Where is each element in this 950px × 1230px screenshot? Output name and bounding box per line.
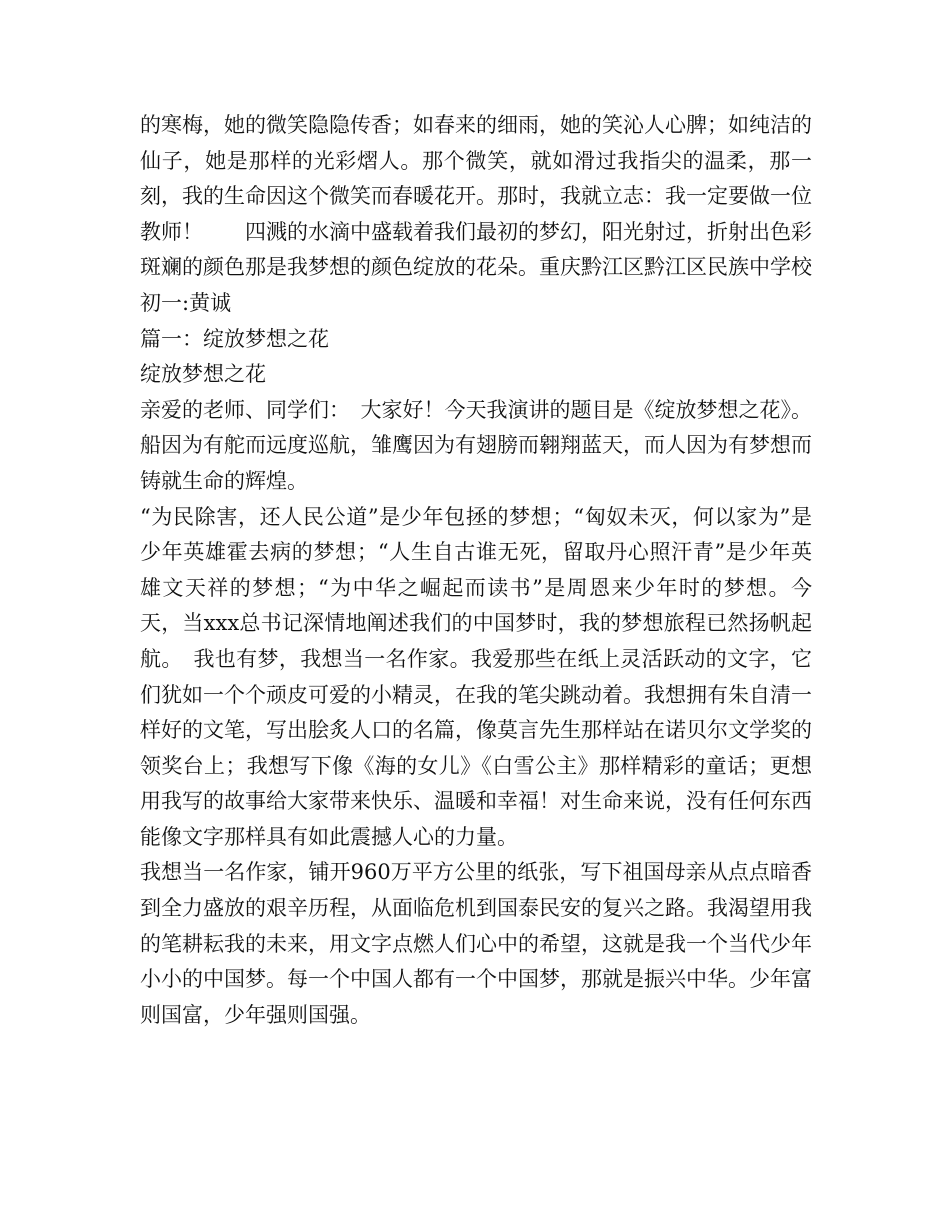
article-title: 绽放梦想之花: [140, 362, 266, 387]
chapter-heading: 篇一：绽放梦想之花: [140, 326, 329, 351]
document-body: [140, 108, 812, 1033]
paragraph-intro-continuation: 的寒梅，她的微笑隐隐传香；如春来的细雨，她的笑沁人心脾；如纯洁的仙子，她是那样的光彩熠人。那个微笑，就如滑过我指尖的温柔，那一刻，我的生命因这个微笑而春暖花开。那时，我就立志：我一定要做一位教师！ 四溅的水滴中盛载着我们最初的梦幻，阳光射过，折射出色彩斑斓的颜色那是我梦想的颜色绽放的花朵。重庆黔江区黔江区民族中学校初一:黄诚: [140, 113, 812, 315]
paragraph-greeting: 亲爱的老师、同学们： 大家好！今天我演讲的题目是《绽放梦想之花》。: [140, 397, 812, 422]
paragraph-writer-dream: 我想当一名作家，铺开960万平方公里的纸张，写下祖国母亲从点点暗香到全力盛放的艰辛历程，从面临危机到国泰民安的复兴之路。我渴望用我的笔耕耘我的未来，用文字点燃人们心中的希望，这就是我一个当代少年小小的中国梦。每一个中国人都有一个中国梦，那就是振兴中华。少年富则国富，少年强则国强。: [140, 860, 812, 1027]
paragraph-dream-intro: 船因为有舵而远度巡航，雏鹰因为有翅膀而翱翔蓝天，而人因为有梦想而铸就生命的辉煌。: [140, 433, 812, 493]
paragraph-historical-dreams: “为民除害，还人民公道”是少年包拯的梦想；“匈奴未灭，何以家为”是少年英雄霍去病的梦想；“人生自古谁无死，留取丹心照汗青”是少年英雄文天祥的梦想；“为中华之崛起而读书”是周恩来少年时的梦想。今天，当xxx总书记深情地阐述我们的中国梦时，我的梦想旅程已然扬帆起航。 我也有梦，我想当一名作家。我爱那些在纸上灵活跃动的文字，它们犹如一个个顽皮可爱的小精灵，在我的笔尖跳动着。我想拥有朱自清一样好的文笔，写出脍炙人口的名篇，像莫言先生那样站在诺贝尔文学奖的领奖台上；我想写下像《海的女儿》《白雪公主》那样精彩的童话；更想用我写的故事给大家带来快乐、温暖和幸福！对生命来说，没有任何东西能像文字那样具有如此震撼人心的力量。: [140, 504, 812, 849]
